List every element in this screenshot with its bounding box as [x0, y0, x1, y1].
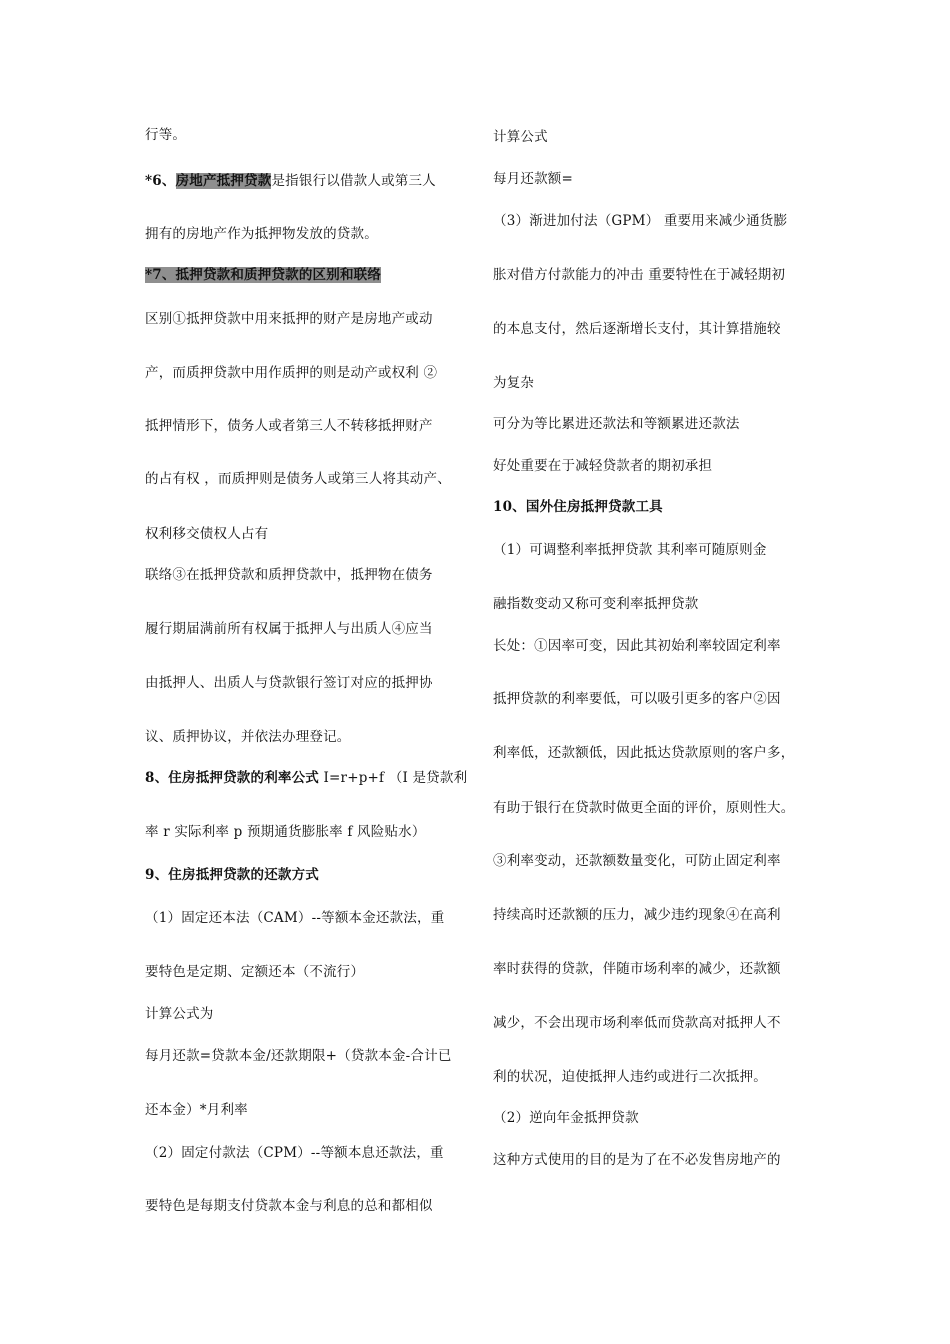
text-line: 有助于银行在贷款时做更全面的评价，原则性大。 — [493, 800, 795, 816]
text-line: 的占有权 ，而质押则是债务人或第三人将其动产、 — [145, 471, 451, 487]
text-line: （1）固定还本法（CAM）--等额本金还款法，重 — [145, 910, 445, 926]
section-heading — [145, 866, 319, 884]
text-line: 抵押贷款的利率要低，可以吸引更多的客户②因 — [493, 691, 781, 707]
heading-line — [145, 172, 436, 190]
text-line: 行等。 — [145, 127, 187, 143]
text-line: 长处：①因率可变，因此其初始利率较固定利率 — [493, 638, 781, 654]
text-line: 由抵押人、出质人与贷款银行签订对应的抵押协 — [145, 675, 433, 691]
section-heading: 8、住房抵押贷款的利率公式 — [145, 770, 319, 786]
text-line: 率 r 实际利率 p 预期通货膨胀率 f 风险贴水） — [145, 824, 426, 840]
text-line: 好处重要在于减轻贷款者的期初承担 — [493, 458, 713, 474]
text-line: 持续高时还款额的压力，减少违约现象④在高利 — [493, 907, 781, 923]
highlighted-term: 房地产抵押贷款 — [175, 173, 272, 189]
text-line: 这种方式使用的目的是为了在不必发售房地产的 — [493, 1152, 781, 1168]
text-line: 区别①抵押贷款中用来抵押的财产是房地产或动 — [145, 311, 433, 327]
text-line: 产，而质押贷款中用作质押的则是动产或权利 ② — [145, 365, 438, 381]
text-line: 每月还款=贷款本金/还款期限+（贷款本金-合计已 — [145, 1048, 452, 1064]
section-number: *6、 — [145, 173, 176, 189]
text-line: （2）固定付款法（CPM）--等额本息还款法，重 — [145, 1145, 444, 1161]
text-span: I=r+p+f （I 是贷款利 — [319, 770, 468, 786]
text-line: （1）可调整利率抵押贷款 其利率可随原则金 — [493, 542, 767, 558]
section-heading-text: 10、国外住房抵押贷款工具 — [493, 499, 663, 515]
text-line: 可分为等比累进还款法和等额累进还款法 — [493, 416, 740, 432]
text-line: 计算公式为 — [145, 1006, 214, 1022]
text-line: ③利率变动，还款额数量变化，可防止固定利率 — [493, 853, 781, 869]
text-line: 要特色是定期、定额还本（不流行） — [145, 964, 365, 980]
text-line: 议、质押协议，并依法办理登记。 — [145, 729, 351, 745]
text-line: 率时获得的贷款，伴随市场利率的减少，还款额 — [493, 961, 781, 977]
text-line: 利的状况，迫使抵押人违约或进行二次抵押。 — [493, 1069, 767, 1085]
text-line: 权利移交债权人占有 — [145, 526, 269, 542]
text-line: 胀对借方付款能力的冲击 重要特性在于减轻期初 — [493, 267, 786, 283]
text-line: 利率低，还款额低，因此抵达贷款原则的客户多， — [493, 745, 795, 761]
text-line: 履行期届满前所有权属于抵押人与出质人④应当 — [145, 621, 433, 637]
highlighted-heading: *7、抵押贷款和质押贷款的区别和联络 — [145, 267, 382, 283]
section-heading — [145, 266, 381, 284]
text-span: 是指银行以借款人或第三人 — [271, 173, 436, 189]
text-line: 每月还款额= — [493, 171, 574, 187]
heading-line — [145, 769, 467, 787]
text-line: 融指数变动又称可变利率抵押贷款 — [493, 596, 699, 612]
text-line: 还本金）*月利率 — [145, 1102, 248, 1118]
section-heading-text: 9、住房抵押贷款的还款方式 — [145, 867, 319, 883]
text-line: 拥有的房地产作为抵押物发放的贷款。 — [145, 226, 378, 242]
text-line: 抵押情形下，债务人或者第三人不转移抵押财产 — [145, 418, 433, 434]
text-line: 联络③在抵押贷款和质押贷款中，抵押物在债务 — [145, 567, 433, 583]
text-line: （2）逆向年金抵押贷款 — [493, 1110, 639, 1126]
text-line: 为复杂 — [493, 375, 535, 391]
text-line: 计算公式 — [493, 129, 548, 145]
text-line: 减少，不会出现市场利率低而贷款高对抵押人不 — [493, 1015, 781, 1031]
text-line: 的本息支付，然后逐渐增长支付，其计算措施较 — [493, 321, 781, 337]
text-line: 要特色是每期支付贷款本金与利息的总和都相似 — [145, 1198, 433, 1214]
section-heading — [493, 498, 663, 516]
text-line: （3）渐进加付法（GPM） 重要用来减少通货膨 — [493, 213, 788, 229]
